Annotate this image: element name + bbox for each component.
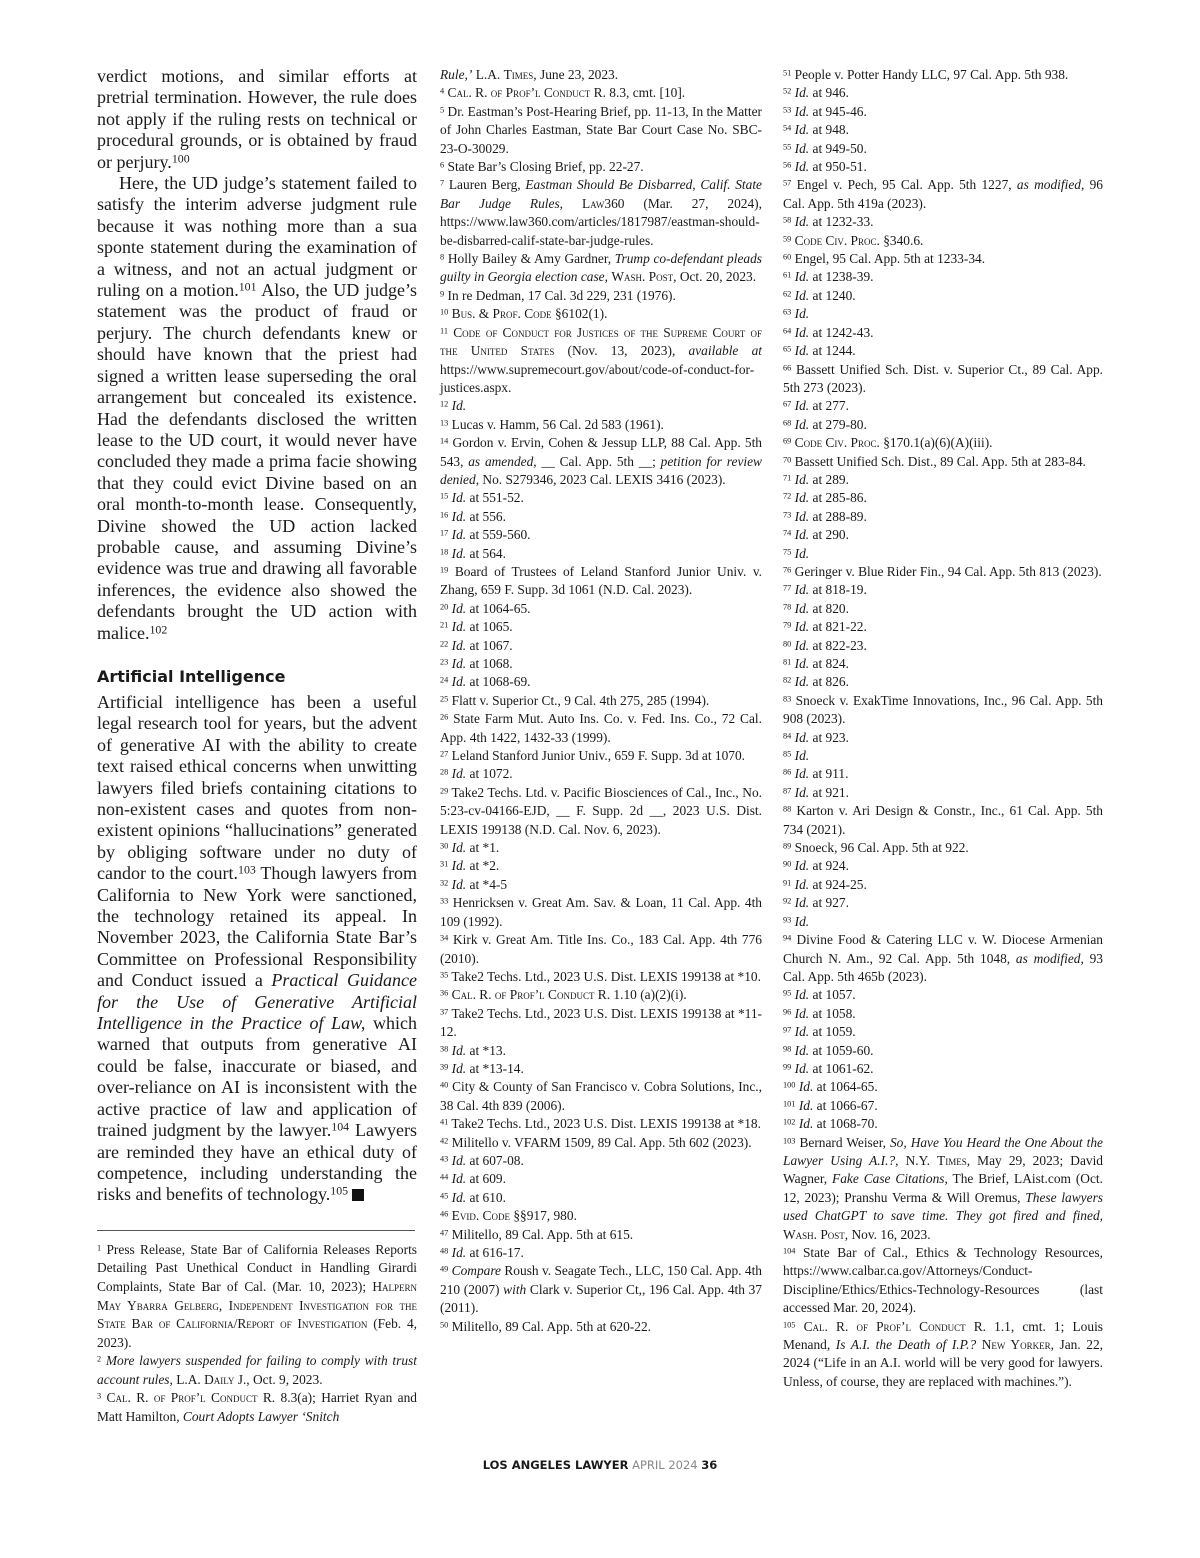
footnote: $^{29}$ Take2 Techs. Ltd. v. Pacific Biosciences of Cal., Inc., No. 5:23-cv-04166-EJD, __ F. Supp. 2d __, 2023 U.S. Dist. LEXIS 199138 (N.D. Cal. Nov. 6, 2023).: [440, 784, 762, 837]
footnote: $^{47}$ Militello, 89 Cal. App. 5th at 615.: [440, 1226, 634, 1242]
footnotes-column-2: [440, 66, 762, 1336]
footnotes-column-3: [783, 66, 1103, 1391]
footnote: $^{52}$ Id. at 946.: [783, 85, 849, 101]
footnote: $^{65}$ Id. at 1244.: [783, 343, 856, 359]
footnote: $^{44}$ Id. at 609.: [440, 1171, 506, 1187]
section-heading: Artificial Intelligence: [97, 666, 286, 686]
footnote: $^{78}$ Id. at 820.: [783, 600, 849, 616]
footnotes-column-1: [97, 1241, 417, 1427]
footnote: $^{27}$ Leland Stanford Junior Univ., 659 F. Supp. 3d at 1070.: [440, 748, 746, 764]
footnote: $^{10}$ Bus. & Prof. Code §6102(1).: [440, 306, 608, 322]
footnote: $^{49}$ Compare Roush v. Seagate Tech., LLC, 150 Cal. App. 4th 210 (2007) with Clark v. Superior Ct,, 196 Cal. App. 4th 37 (2011).: [440, 1263, 763, 1316]
footnote: $^1$ Press Release, State Bar of California Releases Reports Detailing Past Unethical Conduct in Handling Girardi Complaints, State Bar of Cal. (Mar. 10, 2023); Halpern May Ybarra Gelberg, Independent Investigation for the State Bar of California/Report of Investigation (Feb. 4, 2023).: [97, 1241, 417, 1350]
footnote: $^{17}$ Id. at 559-560.: [440, 527, 531, 543]
footnote: $^{41}$ Take2 Techs. Ltd., 2023 U.S. Dist. LEXIS 199138 at *18.: [440, 1116, 761, 1132]
footnote: $^{35}$ Take2 Techs. Ltd., 2023 U.S. Dist. LEXIS 199138 at *10.: [440, 968, 761, 984]
footnote: $^{77}$ Id. at 818-19.: [783, 582, 867, 598]
footnote: $^{62}$ Id. at 1240.: [783, 287, 856, 303]
footnote: $^{25}$ Flatt v. Superior Ct., 9 Cal. 4th 275, 285 (1994).: [440, 692, 710, 708]
footnote: $^{79}$ Id. at 821-22.: [783, 619, 867, 635]
footnote: $^{28}$ Id. at 1072.: [440, 766, 513, 782]
footnote: $^{51}$ People v. Potter Handy LLC, 97 Cal. App. 5th 938.: [783, 67, 1069, 82]
footnote: $^{71}$ Id. at 289.: [783, 471, 849, 487]
footnote: $^{12}$ Id.: [440, 398, 467, 414]
footnote: $^{63}$ Id.: [783, 306, 810, 322]
footnote: $^{101}$ Id. at 1066-67.: [783, 1097, 878, 1113]
footnote: $^{22}$ Id. at 1067.: [440, 637, 513, 653]
footnote: $^{104}$ State Bar of Cal., Ethics & Technology Resources, https://www.calbar.ca.gov/Attorneys/Conduct-Discipline/Ethics/Ethics-Technology-Resources (last accessed Mar. 20, 2024).: [783, 1245, 1103, 1316]
footnote: $^{90}$ Id. at 924.: [783, 858, 849, 874]
footnote: $^7$ Lauren Berg, Eastman Should Be Disbarred, Calif. State Bar Judge Rules, Law360 (Mar. 27, 2024), https://www.law360.com/articles/1817987/eastman-should-be-disbarred-calif-state-bar-judge-rules.: [440, 177, 762, 248]
footnote: $^{34}$ Kirk v. Great Am. Title Ins. Co., 183 Cal. App. 4th 776 (2010).: [440, 932, 762, 966]
footnote: $^{23}$ Id. at 1068.: [440, 656, 513, 671]
footnote-list: [783, 66, 1103, 1391]
footnote: $^{31}$ Id. at *2.: [440, 858, 500, 874]
footnote: $^{100}$ Id. at 1064-65.: [783, 1079, 878, 1095]
footnote: $^{61}$ Id. at 1238-39.: [783, 269, 874, 285]
footnote: $^{73}$ Id. at 288-89.: [783, 508, 867, 524]
footnote: $^{66}$ Bassett Unified Sch. Dist. v. Superior Ct., 89 Cal. App. 5th 273 (2023).: [783, 361, 1103, 395]
footnote: $^{15}$ Id. at 551-52.: [440, 490, 524, 506]
body-paragraph: Here, the UD judge’s statement failed to satisfy the interim adverse judgment rule because it was nothing more than a sua sponte statement during the examination of a witness, and not an actual judgment or ruling on a motion.$^{101}$ Also, the UD judge’s statement was the product of fraud or perjury. The church defendants knew or should have known that the priest had signed a written lease superseding the oral arrangement but concealed its existence. Had the defendants disclosed the written lease to the UD court, it would never have concluded they made a prima facie showing that they could evict Divine based on an oral month-to-month lease. Consequently, Divine showed the UD action lacked probable cause, and assuming Divine’s evidence was true and drawing all favorable inferences, the evidence also showed the defendants brought the UD action with malice.$^{102}$: [97, 173, 417, 643]
footnote: $^3$ Cal. R. of Prof’l Conduct R. 8.3(a); Harriet Ryan and Matt Hamilton, Court Adopts Lawyer ‘Snitch: [97, 1390, 417, 1425]
footnote: $^{14}$ Gordon v. Ervin, Cohen & Jessup LLP, 88 Cal. App. 5th 543, as amended, __ Cal. App. 5th __; petition for review denied, No. S279346, 2023 Cal. LEXIS 3416 (2023).: [440, 435, 762, 487]
footnote: $^{55}$ Id. at 949-50.: [783, 140, 867, 156]
footnote: $^{75}$ Id.: [783, 545, 810, 561]
issue-date: APRIL 2024: [632, 1458, 698, 1472]
footnote: $^{81}$ Id. at 824.: [783, 656, 849, 671]
page-footer: [0, 1458, 1200, 1472]
footnote: $^{57}$ Engel v. Pech, 95 Cal. App. 5th 1227, as modified, 96 Cal. App. 5th 419a (2023).: [783, 177, 1103, 211]
footnote: $^{96}$ Id. at 1058.: [783, 1005, 856, 1021]
footnote-list: [440, 66, 762, 1336]
footnote: $^{84}$ Id. at 923.: [783, 729, 849, 745]
footnote: $^8$ Holly Bailey & Amy Gardner, Trump co-defendant pleads guilty in Georgia election case, Wash. Post, Oct. 20, 2023.: [440, 251, 762, 285]
footnote: $^{74}$ Id. at 290.: [783, 527, 849, 543]
body-paragraph: [97, 692, 417, 1206]
footnote: $^2$ More lawyers suspended for failing to comply with trust account rules, L.A. Daily J., Oct. 9, 2023.: [97, 1353, 417, 1387]
footnote: $^{43}$ Id. at 607-08.: [440, 1152, 524, 1168]
footnote: $^{82}$ Id. at 826.: [783, 674, 849, 690]
footnote: $^{95}$ Id. at 1057.: [783, 987, 856, 1003]
footnote: $^{93}$ Id.: [783, 913, 810, 929]
footnote: $^{64}$ Id. at 1242-43.: [783, 324, 874, 340]
footnote: $^{85}$ Id.: [783, 748, 810, 764]
footnote: $^{88}$ Karton v. Ari Design & Constr., Inc., 61 Cal. App. 5th 734 (2021).: [783, 803, 1103, 837]
footnote: $^6$ State Bar’s Closing Brief, pp. 22-27.: [440, 159, 644, 175]
footnote-divider: [97, 1230, 415, 1231]
footnote: $^{76}$ Geringer v. Blue Rider Fin., 94 Cal. App. 5th 813 (2023).: [783, 563, 1102, 579]
footnote: $^{33}$ Henricksen v. Great Am. Sav. & Loan, 11 Cal. App. 4th 109 (1992).: [440, 895, 762, 929]
footnote: $^{24}$ Id. at 1068-69.: [440, 674, 531, 690]
publication-name: LOS ANGELES LAWYER: [482, 1458, 629, 1472]
footnote: $^{59}$ Code Civ. Proc. §340.6.: [783, 232, 924, 248]
footnote: $^{45}$ Id. at 610.: [440, 1189, 506, 1205]
footnote: $^4$ Cal. R. of Prof’l Conduct R. 8.3, cmt. [10].: [440, 85, 686, 101]
footnote: $^5$ Dr. Eastman’s Post-Hearing Brief, pp. 11-13, In the Matter of John Charles Eastman, State Bar Court Case No. SBC-23-O-30029.: [440, 103, 762, 156]
footnote: $^{99}$ Id. at 1061-62.: [783, 1060, 874, 1076]
footnote: $^{18}$ Id. at 564.: [440, 545, 506, 561]
footnote: $^{105}$ Cal. R. of Prof’l Conduct R. 1.1, cmt. 1; Louis Menand, Is A.I. the Death of I.P.? New Yorker, Jan. 22, 2024 (“Life in an A.I. world will be very good for lawyers. Unless, of course, they are replaced with machines.”).: [783, 1318, 1104, 1389]
footnote: $^{53}$ Id. at 945-46.: [783, 103, 867, 119]
footnote: $^{38}$ Id. at *13.: [440, 1042, 506, 1058]
footnote: $^{39}$ Id. at *13-14.: [440, 1060, 524, 1076]
footnote: $^{89}$ Snoeck, 96 Cal. App. 5th at 922.: [783, 840, 969, 856]
footnote: $^{94}$ Divine Food & Catering LLC v. W. Diocese Armenian Church N. Am., 92 Cal. App. 5th 1048, as modified, 93 Cal. App. 5th 465b (2023).: [783, 932, 1103, 984]
footnote: $^{42}$ Militello v. VFARM 1509, 89 Cal. App. 5th 602 (2023).: [440, 1134, 752, 1150]
footnote: $^{91}$ Id. at 924-25.: [783, 876, 867, 892]
footnote: $^{83}$ Snoeck v. ExakTime Innovations, Inc., 96 Cal. App. 5th 908 (2023).: [783, 692, 1103, 727]
footnote: $^{56}$ Id. at 950-51.: [783, 159, 867, 175]
footnote: $^{70}$ Bassett Unified Sch. Dist., 89 Cal. App. 5th at 283-84.: [783, 453, 1086, 469]
footnote: $^{19}$ Board of Trustees of Leland Stanford Junior Univ. v. Zhang, 659 F. Supp. 3d 1061 (N.D. Cal. 2023).: [440, 563, 762, 598]
footnote: $^{80}$ Id. at 822-23.: [783, 637, 867, 653]
page-number: 36: [701, 1458, 718, 1472]
footnote: $^{58}$ Id. at 1232-33.: [783, 214, 874, 230]
paragraph-text: Artificial intelligence has been a useful legal research tool for years, but the advent of generative AI with the ability to create text raised ethical concerns when unwitting lawyers filed briefs containing citations to non-existent cases and quotes from non-existent opinions “hallucinations” generated by obliging software under no duty of candor to the court.$^{103}$ Though lawyers from California to New York were sanctioned, the technology retained its appeal. In November 2023, the California State Bar’s Committee on Professional Responsibility and Conduct issued a Practical Guidance for the Use of Generative Artificial Intelligence in the Practice of Law, which warned that outputs from generative AI could be false, inaccurate or biased, and over-reliance on AI is inconsistent with the active practice of law and application of trained judgment by the lawyer.$^{104}$ Lawyers are reminded they have an ethical duty of competence, including understanding the risks and benefits of technology.$^{105}$: [97, 691, 417, 1205]
footnote: $^{26}$ State Farm Mut. Auto Ins. Co. v. Fed. Ins. Co., 72 Cal. App. 4th 1422, 1432-33 (1999).: [440, 711, 762, 745]
footnote: $^{20}$ Id. at 1064-65.: [440, 600, 531, 616]
footnote: $^{68}$ Id. at 279-80.: [783, 416, 867, 432]
footnote: $^{54}$ Id. at 948.: [783, 122, 849, 138]
footnote: $^{102}$ Id. at 1068-70.: [783, 1116, 878, 1132]
footnote: $^{37}$ Take2 Techs. Ltd., 2023 U.S. Dist. LEXIS 199138 at *11-12.: [440, 1005, 762, 1040]
footnote: $^{50}$ Militello, 89 Cal. App. 5th at 620-22.: [440, 1318, 652, 1334]
footnote: $^{69}$ Code Civ. Proc. §170.1(a)(6)(A)(iii).: [783, 435, 993, 451]
footnote: $^{16}$ Id. at 556.: [440, 508, 506, 524]
footnote: $^{13}$ Lucas v. Hamm, 56 Cal. 2d 583 (1961).: [440, 416, 664, 432]
footnote: $^9$ In re Dedman, 17 Cal. 3d 229, 231 (1976).: [440, 287, 676, 303]
footnote: $^{86}$ Id. at 911.: [783, 766, 849, 782]
footnote: Rule,’ L.A. Times, June 23, 2023.: [440, 67, 619, 82]
footnote: $^{67}$ Id. at 277.: [783, 398, 849, 414]
footnote: $^{36}$ Cal. R. of Prof’l Conduct R. 1.10 (a)(2)(i).: [440, 987, 687, 1003]
footnote: $^{60}$ Engel, 95 Cal. App. 5th at 1233-34.: [783, 251, 986, 267]
footnote: $^{92}$ Id. at 927.: [783, 895, 849, 911]
footnote: $^{46}$ Evid. Code §§917, 980.: [440, 1208, 577, 1224]
footnote: $^{98}$ Id. at 1059-60.: [783, 1042, 874, 1058]
footnote: $^{40}$ City & County of San Francisco v. Cobra Solutions, Inc., 38 Cal. 4th 839 (2006).: [440, 1079, 762, 1113]
footnote: $^{97}$ Id. at 1059.: [783, 1024, 856, 1040]
footnote: $^{103}$ Bernard Weiser, So, Have You Heard the One About the Lawyer Using A.I.?, N.Y. Times, May 29, 2023; David Wagner, Fake Case Citations, The Brief, LAist.com (Oct. 12, 2023); Pranshu Verma & Will Oremus, These lawyers used ChatGPT to save time. They got fired and fined, Wash. Post, Nov. 16, 2023.: [783, 1134, 1104, 1242]
footnote: $^{72}$ Id. at 285-86.: [783, 490, 867, 506]
footnote: $^{87}$ Id. at 921.: [783, 784, 849, 800]
footnote: $^{32}$ Id. at *4-5: [440, 876, 508, 892]
end-of-article-mark: [352, 1189, 364, 1201]
footnote: $^{21}$ Id. at 1065.: [440, 619, 513, 635]
footnote: $^{30}$ Id. at *1.: [440, 840, 500, 856]
footnote: $^{48}$ Id. at 616-17.: [440, 1245, 524, 1260]
body-paragraph: verdict motions, and similar efforts at pretrial termination. However, the rule does not apply if the ruling rests on technical or procedural grounds, or is obtained by fraud or perjury.$^{100}$: [97, 66, 417, 172]
article-column: [97, 66, 417, 1427]
footnote: $^{11}$ Code of Conduct for Justices of the Supreme Court of the United States (Nov. 13, 2023), available at https://www.supremecourt.gov/about/code-of-conduct-for-justices.aspx.: [440, 324, 763, 395]
